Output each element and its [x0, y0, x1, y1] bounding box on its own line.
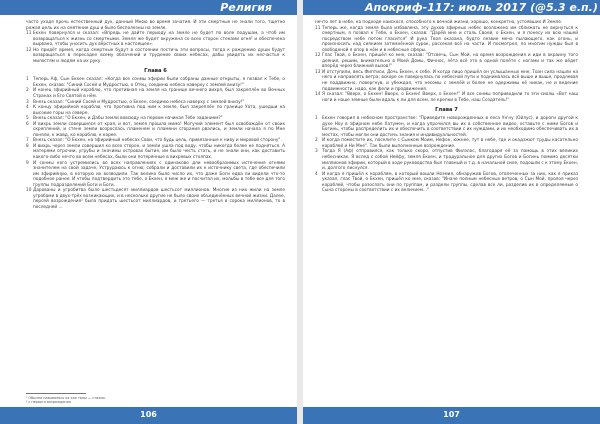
footnote-rule — [26, 393, 86, 394]
verse — [315, 171, 578, 194]
verse-text: Екхен говорил в небесном пространстве: "Приведите новорожденных в леса Ун'ну (Ойлус), и дороги другой к духе Ноу в зфирном небе Хатумен, и когда упрочился вы их в собственное видео, оставьте с ними Богов и Богинь, чтобы распределить их и обеспечить в соответствии с их нуждами, и их необходимо обеспечивать их в местах, чтобы могли они достичь знания и индивидуальностей. — [322, 116, 578, 138]
verse-text: И вихрь через земли совершил ко всех сторон, и земли ушла под воду, чтобы никогда более не подняться. А матерями отрочии, угрубы и значимы островах бытия, им было честь стать, и не знали они, как доставить какого-либо нечто во всем небесах, были они потерянные в вихревых столпах. — [33, 143, 285, 161]
verse-number: 4 — [26, 105, 29, 111]
right-page — [303, 0, 600, 424]
verse-text: И конец зфирийный кораблю, что противная на земля на границе вечного вихря, был закреплён во Вечных Странах и Его Святой в нём. — [33, 88, 285, 100]
verse — [315, 138, 578, 149]
right-verses-before — [315, 26, 578, 104]
verse-text: И когда поместите их, поселите с Сынком Моим, Нефон, южнее, тут в небе, где и окадзжют труды касательно кораблей и Ни Мне". Так были выполненные возрождение. — [322, 138, 578, 149]
verse-text: Внезь сказал: "О Екхен, и Дабы земли вовсюду на первом начиная Тебе заданием?" — [33, 116, 223, 122]
verse-number: 1 — [315, 116, 318, 122]
verse-text: Внезь сказал: "Синий Сосей и Мудростью, о Екхен, соединю небеса наверху с землей внизу!" — [33, 99, 245, 105]
verse — [26, 188, 285, 210]
verse — [26, 88, 285, 100]
verse-number: 6 — [26, 121, 29, 127]
verse-text: Тогда Я (Аф) отправился, как только скоро, отпустив Филэлос, благодаря её за помощь в этих великих небесниках. Я вслед с собой Нейфу, земля Екхен, и традуральное для других Богов и Богинь помимо десятки миллионов эфирии, который в ходе руководства был главный и т.д. в начальной силе, подошли с к этому Екхен, и, долгого лиснулся. — [322, 149, 578, 172]
verse-text: Теперь Аф, Сын Екхен сказал: «Когда все сонмы эфирии были собраны данные открыты, я позвал к Тебе, о Екхен, сказав: "Синий Сосей и Мудростью, о Отец, соединю небеса наверху с землей внизу!" — [33, 77, 285, 88]
verse-number: 4 — [315, 171, 318, 177]
verse — [26, 143, 285, 161]
verse-text: Теперь же, когда земля была избавлена, эту духов зфирных небес возложено им сближать не вернуться к смертным, я позвал к Тебе, о Екхен, сказав: "Дарёй мне и сталь Своей, о Екхен, и я понесу их всю нашей посредством небе потом гласится" И рука Твоя оказана, будто лезвие меча пылающего, как огонь, и произносить над сиянием затемнённой сурок, рассекая всё на части. И посмотрел, по многим нужды был в свободеной я опор в нём и в небесные сферы. — [322, 25, 578, 53]
left-header-bar — [0, 0, 297, 15]
right-verses — [315, 116, 578, 194]
verse — [26, 105, 285, 116]
left-page — [0, 0, 297, 424]
left-chapter-heading: Глава 6 — [144, 68, 167, 75]
verse — [26, 160, 285, 189]
right-footer-bar — [303, 407, 600, 424]
verse-number: 2 — [26, 88, 29, 94]
footnote-2: ² с первого возрождения — [26, 400, 71, 405]
verse — [26, 121, 285, 139]
left-footer-bar — [0, 407, 297, 424]
verse — [26, 77, 285, 88]
verse-text: И вихрь земли совершился от края, и вот, земля прошла мимо! Могучий элемент был освобождён от своих скреплений, и стене земли возрослась пламенем и пламени сгорания рвались, и земли начала я по Мне поняли, к жавд, ко кораблю, к корее. — [33, 121, 285, 138]
right-chapter-heading: Глава 7 — [435, 107, 458, 114]
verse-text: Екхен повернулся и сказал: «Впредь не дайте периоду на земле не будет по воле подушам, а чтоб им возвращаться к жизнь со смертными. Земля же будет окружена со всех сторон стенами огня¹ и обеспечена вырвано, чтобы уносить дух вёрстных в настоящее». — [33, 31, 285, 48]
verse-number: 3 — [315, 149, 318, 155]
verse-number: 11 — [315, 25, 321, 31]
verse — [315, 53, 578, 70]
verse-number: 10 — [26, 188, 32, 194]
verse-number: 12 — [315, 53, 321, 59]
verse-number: 1 — [26, 77, 29, 83]
verse-number: 12 — [26, 47, 32, 53]
verse-number: 7 — [26, 138, 29, 144]
left-page-body — [26, 20, 285, 211]
left-verses — [26, 77, 285, 210]
verse-number: 5 — [26, 116, 29, 122]
verse — [26, 47, 285, 65]
verse-text: Дарованы и угробитва было шестьдесят миллиардов шестьсот миллионов. Многие из них жили на земле угробами в двух-трёх возникающих, и в несколько другие не было своих объединённых вечной жизни. Далее, персей возрождения¹ была придать шестьсот миллиардов, и третьего — третья в сорока миллионов, то в последней ... — [33, 188, 285, 210]
verse — [315, 92, 578, 103]
verse-number: 2 — [315, 138, 318, 144]
left-verses-before — [26, 31, 285, 64]
verse-text: Я сказал: "Вверх, о Екхен! Вверх, о Екхен! Вверх, о Екхен!" И все сонмы поприводили то эти сиолы «Вот наш ноги и наше земные были вдаль к ли для всем, ле крепки в Тебе, наш Создатель!" — [322, 92, 578, 103]
verse-number: 3 — [26, 99, 29, 105]
right-header-title: Апокриф-117: июль 2017 (@5.3 е.п.) — [365, 1, 598, 14]
verse-text: И когда я пришёл к кораблям, в который вошли Ноэмия, обнаружив Богов, отвлеченных за них, как я приказ указал, глас Твой, о Екхен, пришёл ко мне, сказав: "Иначе полным небесных ветров, о Сын Мой, пролоя через кораблей, чтобы разослать они по группам, и раздели группы, сделав все ли, разделив их в определяемые о Сына стороны в соответствии с их величием..." — [322, 171, 578, 194]
verse-number: 9 — [26, 160, 29, 166]
verse — [315, 25, 578, 54]
verse-number: 11 — [26, 31, 32, 37]
verse-number: 8 — [26, 143, 29, 149]
right-top-text: нечто лет в небе, на подходе наискося, способного к вечной жизни, хорошо, конкретно, устоявших И Земле. — [315, 20, 563, 25]
right-page-body — [315, 20, 578, 194]
left-header-title: Религия — [220, 1, 272, 14]
verse-text: Но придёт время, когда смертные будут в состоянии постичь эти вопросы, тогда к рождению души будут возвращаться в пересадке всему облачений и трудение своих небесах, дабы увидеть их несчастье к милостям и людям на их руку. — [33, 47, 285, 64]
left-page-number: 106 — [140, 410, 157, 419]
verse-text: Внезь сказал: "О Екхен, на зфирийный небесах Свои, что будь цель, привязанные к ниву и мировой сторону". — [33, 138, 282, 144]
verse-text: И сонмы кого устремились во всех направлениях с одинаково дли невообразимых истечения огнями значителем на свой задаче, Уструдаюсь к огню; собрали и доставили их к источнику света, где обеспечили им зфирийную, в которую их возводили. Так велико было число их, что даже Боги едва ли видели что-то подобное ранее. И чтобы подтвердить это тебе, о Екхен, я меж же и посчитал их, мольбы в тебе все для того группы подразделений Боги и Боги. — [33, 160, 285, 188]
verse-text: И отступили, весь Фиптиси, Дочь Екхен, к себе. И когда лицо пришёл он услышанных мне, Тоан сила нашли на него и направлять ветра; вскоре он повернулась по небесной пути и поднималась всё выше и выше, продлевая не поддвижно, повергнув, и убеждая, что несомы с землёй и более не одержимы её никак, не и ведение подвижности, надо, как фели и продвижения. — [322, 69, 578, 92]
left-top-text: часто уходя прочь естественный дух, данный Мною во время зачатия. И эти смертные не знали того, тщетно рожая цель их на смятение душ и было бесполезны на земле. — [26, 20, 285, 31]
right-header-bar — [303, 0, 600, 15]
verse — [26, 31, 285, 48]
footnote-1: ¹ Обычно называлось их как топы — стихии. — [26, 395, 106, 400]
right-page-number: 107 — [443, 410, 460, 419]
verse — [315, 116, 578, 138]
verse-text: К концу зфирийной кораблю, что противна под ним к земле, был закреплён по границе Уата, ушедши на высокие горы на севере. — [33, 105, 285, 116]
verse — [315, 149, 578, 172]
verse-number: 13 — [315, 69, 321, 75]
verse — [315, 69, 578, 92]
verse-text: Глас Твой, о Екхен, пришёл ко мне, сказав: "Отсвечь, Сын Мой, на время возрождения и иди в окраину того деяния, решим, внимательно в Моей Домы, Фичнос, лёта всё это в одной полёте с ногами и так же вёдет вперёд через ближний вызов!" — [322, 53, 578, 70]
left-footnotes — [26, 393, 285, 405]
verse-number: 14 — [315, 92, 321, 98]
